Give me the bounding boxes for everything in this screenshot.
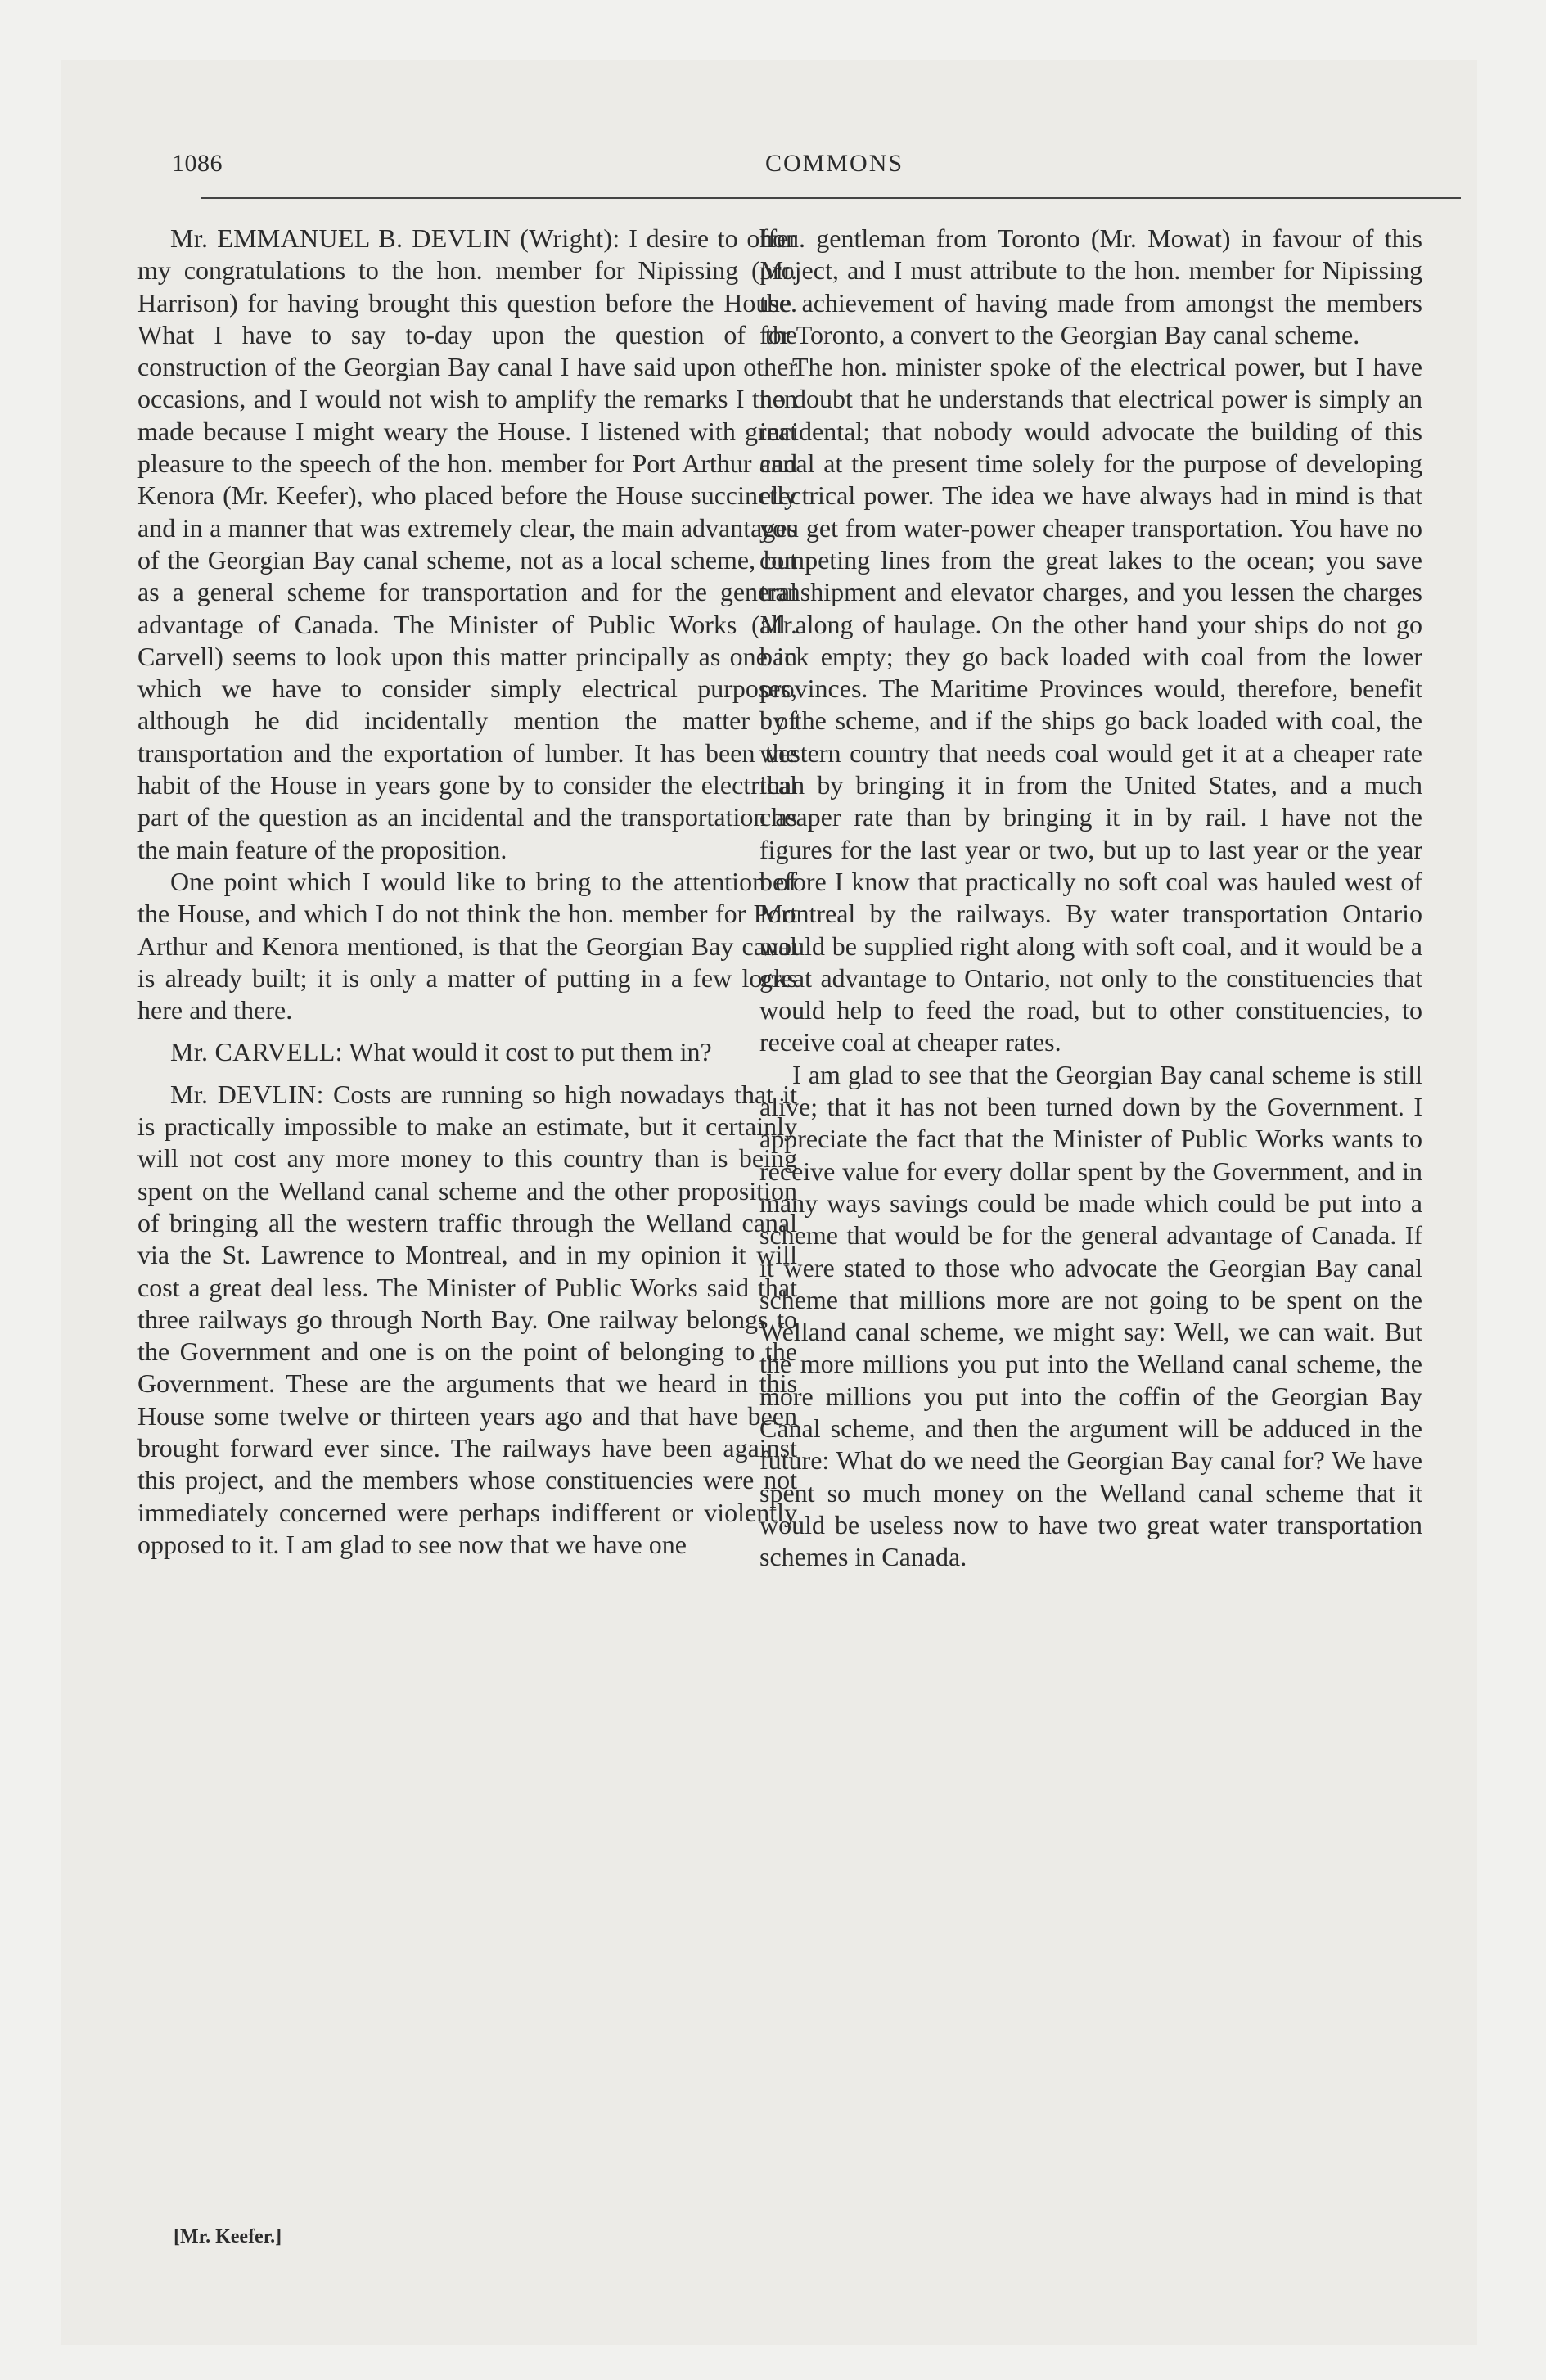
page-number: 1086 [172, 150, 223, 177]
hansard-page [61, 60, 1477, 2345]
speaker-devlin-full: Mr. EMMANUEL B. DEVLIN (Wright): [170, 223, 620, 253]
devlin-reply [137, 1079, 797, 1561]
paragraph-text: I desire to offer my congratulations to the hon. member for Nipissing (Mr. Harrison) for having brought this question before the House. What I have to say to-day upon the question of the construction of the Georgian Bay canal I have said upon other occasions, and I would not wish to amplify the remarks I then made because I might weary the House. I listened with great pleasure to the speech of the hon. member for Port Arthur and Kenora (Mr. Keefer), who placed before the House succinctly and in a manner that was extremely clear, the main advantages of the Georgian Bay canal scheme, not as a local scheme, but as a general scheme for transportation and for the general advantage of Canada. The Minister of Public Works (Mr. Carvell) seems to look upon this matter principally as one in which we have to consider simply electrical purposes, although he did incidentally mention the matter of transportation and the exportation of lumber. It has been the habit of the House in years gone by to consider the electrical part of the question as an incidental and the transportation as the main feature of the proposition. [137, 223, 797, 864]
footer-speaker-tag: [Mr. Keefer.] [174, 2226, 282, 2247]
canal-scheme-paragraph [759, 1059, 1422, 1574]
header-rule [201, 197, 1461, 199]
electrical-power-paragraph [759, 351, 1422, 1059]
paragraph-text: hon. gentleman from Toronto (Mr. Mowat) in favour of this project, and I must attribute to the hon. member for Nipissing the achievement of having made from amongst the members for Toronto, a convert to the Georgian Bay canal scheme. [759, 223, 1422, 349]
paragraph-text: The hon. minister spoke of the electrical power, but I have no doubt that he understands that electrical power is simply an incidental; that nobody would advocate the building of this canal at the present time solely for the purpose of developing electrical power. The idea we have always had in mind is that you get from water-power cheaper transportation. You have no competing lines from the great lakes to the ocean; you save transhipment and elevator charges, and you lessen the charges all along of haulage. On the other hand your ships do not go back empty; they go back loaded with coal from the lower provinces. The Maritime Provinces would, therefore, benefit by the scheme, and if the ships go back loaded with coal, the western country that needs coal would get it at a cheaper rate than by bringing it in from the United States, and a much cheaper rate than by bringing it in by rail. I have not the figures for the last year or two, but up to last year or the year before I know that practically no soft coal was hauled west of Montreal by the railways. By water transportation Ontario would be supplied right along with soft coal, and it would be a great advantage to Ontario, not only to the constituencies that would help to feed the road, but to other constituencies, to receive coal at cheaper rates. [759, 352, 1422, 1057]
paragraph-text: I am glad to see that the Georgian Bay canal scheme is still alive; that it has not been turned down by the Government. I appreciate the fact that the Minister of Public Works wants to receive value for every dollar spent by the Government, and in many ways savings could be made which could be put into a scheme that would be for the general advantage of Canada. If it were stated to those who advocate the Georgian Bay canal scheme that millions more are not going to be spent on the Welland canal scheme, we might say: Well, we can wait. But the more millions you put into the Welland canal scheme, the more millions you put into the coffin of the Georgian Bay Canal scheme, and then the argument will be adduced in the future: What do we need the Georgian Bay canal for? We have spent so much money on the Welland canal scheme that it would be useless now to have two great water transportation schemes in Canada. [759, 1059, 1422, 1572]
right-column [759, 223, 1422, 1573]
speaker-devlin: Mr. DEVLIN: [170, 1079, 324, 1109]
devlin-point-paragraph [137, 866, 797, 1026]
carvell-interjection [137, 1036, 797, 1068]
paragraph-text: Costs are running so high nowadays that it is practically impossible to make an estimate, but it certainly will not cost any more money to this country than is being spent on the Welland canal scheme and the other proposition of bringing all the western traffic through the Welland canal via the St. Lawrence to Montreal, and in my opinion it will cost a great deal less. The Minister of Public Works said that three railways go through North Bay. One railway belongs to the Government and one is on the point of belonging to the Government. These are the arguments that we heard in this House some twelve or thirteen years ago and that have been brought forward ever since. The railways have been against this project, and the members whose constituencies were not immediately concerned were perhaps indifferent or violently opposed to it. I am glad to see now that we have one [137, 1079, 797, 1559]
continued-paragraph [759, 223, 1422, 351]
left-column [137, 223, 797, 1561]
running-head: COMMONS [765, 150, 904, 177]
devlin-speech-opening [137, 223, 797, 866]
speaker-carvell: Mr. CARVELL: [170, 1037, 343, 1067]
paragraph-text: What would it cost to put them in? [349, 1037, 712, 1067]
paragraph-text: One point which I would like to bring to the attention of the House, and which I do not think the hon. member for Port Arthur and Kenora mentioned, is that the Georgian Bay canal is already built; it is only a matter of putting in a few locks here and there. [137, 866, 797, 1025]
